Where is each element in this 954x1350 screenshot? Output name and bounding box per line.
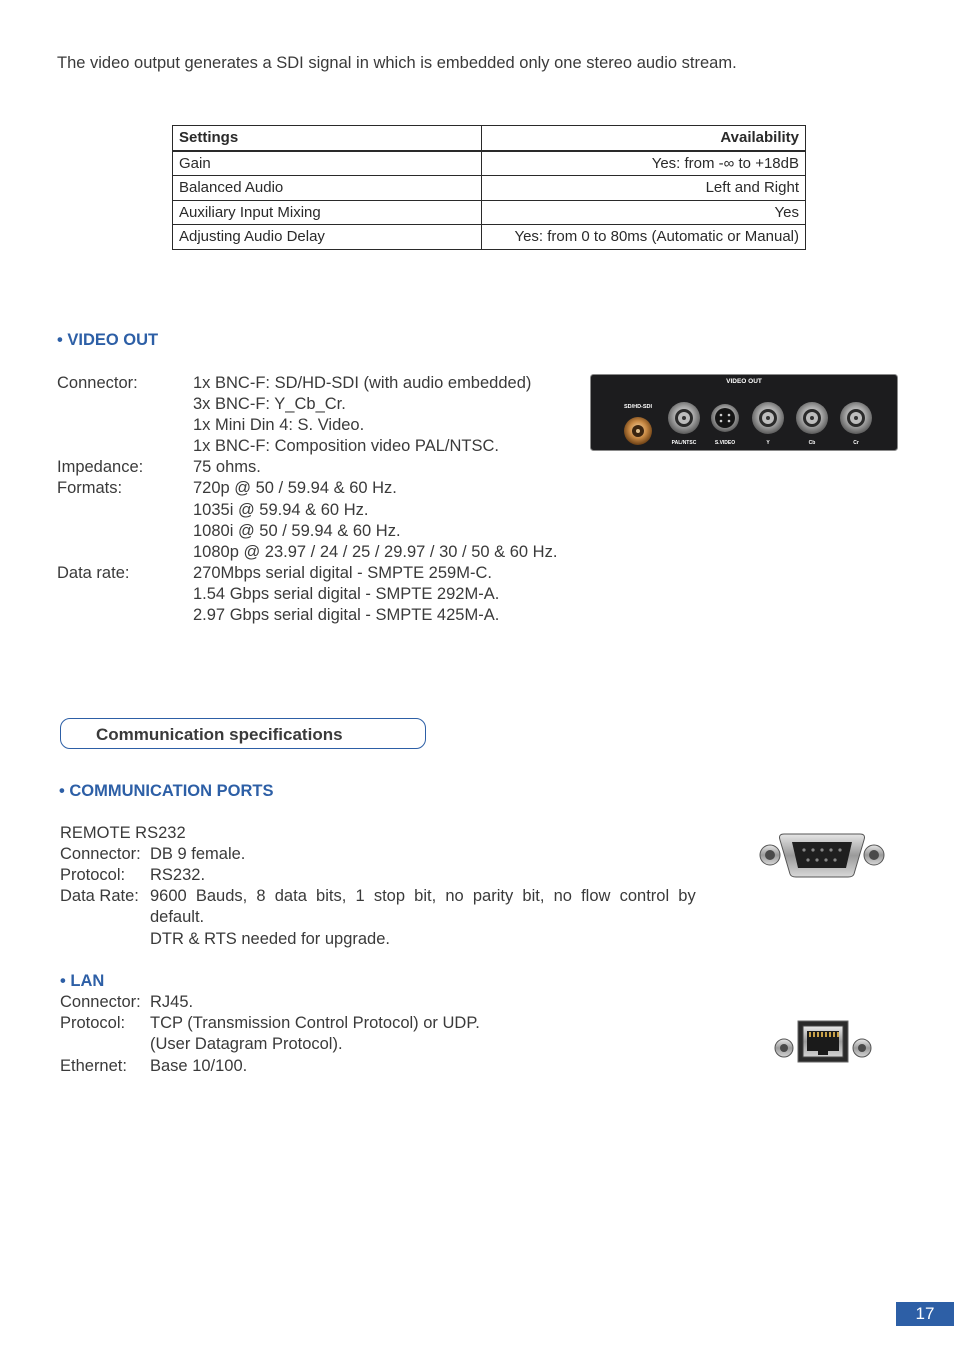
connector-value: 3x BNC-F: Y_Cb_Cr.	[193, 395, 346, 413]
connector-value: 1x BNC-F: SD/HD-SDI (with audio embedded)	[193, 374, 532, 392]
format-value: 1080i @ 50 / 59.94 & 60 Hz.	[193, 522, 401, 540]
rs232-data-rate-label: Data Rate:	[60, 887, 139, 905]
table-cell: Yes	[482, 200, 806, 225]
format-value: 1035i @ 59.94 & 60 Hz.	[193, 501, 369, 519]
db9-connector-image	[758, 830, 886, 885]
lan-ethernet-value: Base 10/100.	[150, 1057, 248, 1075]
format-value: 720p @ 50 / 59.94 & 60 Hz.	[193, 479, 397, 497]
rs232-data-rate-value: default.	[150, 908, 205, 926]
table-row	[173, 151, 806, 176]
screw-icon	[853, 1039, 871, 1057]
video-out-heading: • VIDEO OUT	[57, 331, 159, 349]
lan-protocol-label: Protocol:	[60, 1014, 126, 1032]
table-cell: Adjusting Audio Delay	[173, 225, 482, 250]
rs232-subtitle: REMOTE RS232	[60, 824, 186, 842]
comm-ports-heading: • COMMUNICATION PORTS	[59, 782, 274, 800]
svideo-mini-din-connector-icon	[711, 404, 739, 432]
data-rate-value: 270Mbps serial digital - SMPTE 259M-C.	[193, 564, 492, 582]
data-rate-value: 2.97 Gbps serial digital - SMPTE 425M-A.	[193, 606, 500, 624]
impedance-value: 75 ohms.	[193, 458, 261, 476]
data-rate-label: Data rate:	[57, 564, 130, 582]
video-out-panel-image	[590, 374, 898, 456]
rs232-data-rate-value: 9600 Bauds, 8 data bits, 1 stop bit, no parity bit, no flow control by	[150, 887, 696, 905]
table-cell: Balanced Audio	[173, 176, 482, 201]
rs232-protocol-value: RS232.	[150, 866, 206, 884]
y-bnc-connector-icon	[752, 402, 784, 434]
panel-title: VIDEO OUT	[726, 378, 762, 385]
rs232-connector-label: Connector:	[60, 845, 141, 863]
table-header-row	[173, 126, 806, 151]
port-label: S.VIDEO	[714, 440, 736, 446]
port-label: Cr	[853, 440, 859, 446]
impedance-label: Impedance:	[57, 458, 144, 476]
table-row	[173, 225, 806, 250]
lan-protocol-value: TCP (Transmission Control Protocol) or UDP.	[150, 1014, 480, 1032]
table-row	[173, 176, 806, 201]
port-label: PAL/NTSC	[671, 440, 697, 446]
table-cell: Yes: from -∞ to +18dB	[482, 151, 806, 176]
connector-label: Connector:	[57, 374, 138, 392]
table-cell: Auxiliary Input Mixing	[173, 200, 482, 225]
screw-icon	[864, 845, 884, 865]
formats-label: Formats:	[57, 479, 123, 497]
rj45-connector-image	[772, 1018, 876, 1071]
cr-bnc-connector-icon	[840, 402, 872, 434]
rs232-connector-value: DB 9 female.	[150, 845, 246, 863]
connector-value: 1x Mini Din 4: S. Video.	[193, 416, 365, 434]
cb-bnc-connector-icon	[796, 402, 828, 434]
comm-section-title: Communication specifications	[96, 725, 343, 744]
column-header-availability: Availability	[482, 126, 806, 151]
pal-ntsc-bnc-connector-icon	[668, 402, 700, 434]
lan-protocol-value: (User Datagram Protocol).	[150, 1035, 343, 1053]
lan-connector-value: RJ45.	[150, 993, 194, 1011]
screw-icon	[775, 1039, 793, 1057]
sdi-bnc-connector-icon	[624, 417, 652, 445]
port-label: Y	[766, 440, 770, 446]
table-cell: Yes: from 0 to 80ms (Automatic or Manual)	[482, 225, 806, 250]
panel-sdi-label: SD/HD-SDI	[623, 404, 653, 410]
lan-ethernet-label: Ethernet:	[60, 1057, 127, 1075]
lan-heading: • LAN	[60, 972, 105, 990]
table-cell: Left and Right	[482, 176, 806, 201]
rs232-protocol-label: Protocol:	[60, 866, 126, 884]
audio-settings-table	[172, 125, 806, 250]
table-row	[173, 200, 806, 225]
screw-icon	[760, 845, 780, 865]
table-cell: Gain	[173, 151, 482, 176]
page-number: 17	[896, 1302, 954, 1326]
rs232-data-rate-value: DTR & RTS needed for upgrade.	[150, 930, 390, 948]
column-header-settings: Settings	[173, 126, 482, 151]
format-value: 1080p @ 23.97 / 24 / 25 / 29.97 / 30 / 50 & 60 Hz.	[193, 543, 558, 561]
data-rate-value: 1.54 Gbps serial digital - SMPTE 292M-A.	[193, 585, 500, 603]
lan-connector-label: Connector:	[60, 993, 141, 1011]
port-label: Cb	[808, 440, 816, 446]
comm-section-title-box	[60, 718, 426, 749]
connector-value: 1x BNC-F: Composition video PAL/NTSC.	[193, 437, 499, 455]
intro-text: The video output generates a SDI signal in which is embedded only one stereo audio stream.	[57, 54, 737, 72]
